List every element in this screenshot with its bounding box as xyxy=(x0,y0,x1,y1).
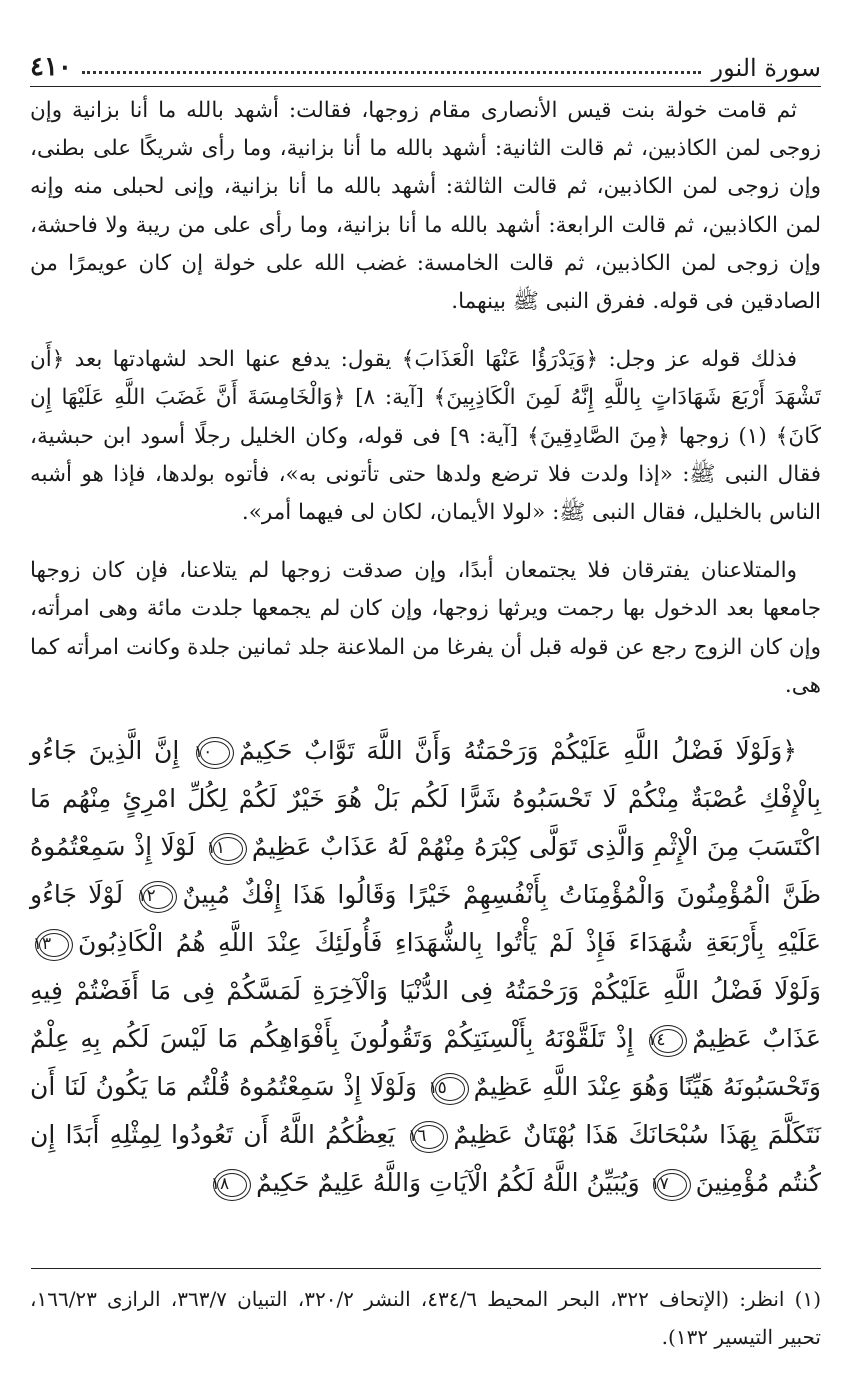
paragraph-verse-explanation: فذلك قوله عز وجل: ﴿وَيَدْرَؤُا عَنْهَا الْعَذَابَ﴾ يقول: يدفع عنها الحد لشهادتها بعد ﴿أَن تَشْهَدَ أَرْبَعَ شَهَادَاتٍ بِاللَّهِ إِنَّهُ لَمِنَ الْكَاذِبِينَ﴾ [آية: ٨] ﴿وَالْخَامِسَةَ أَنَّ غَضَبَ اللَّهِ عَلَيْهَا إِن كَانَ﴾ (١) زوجها ﴿مِنَ الصَّادِقِينَ﴾ [آية: ٩] فى قوله، وكان الخليل رجلًا أسود ابن حبشية، فقال النبى ﷺ: «إذا ولدت فلا ترضع ولدها حتى تأتونى به»، فأتوه بولدها، فإذا هو أشبه الناس بالخليل، فقال النبى ﷺ: «لولا الأيمان، لكان لى فيهما أمر». xyxy=(30,347,821,526)
footnote: (١) انظر: (الإتحاف ٣٢٢، البحر المحيط ٤٣٤/٦، النشر ٣٢٠/٢، التبيان ٣٦٣/٧، الرازى ١٦٦/٢٣، تحبير التيسير ١٣٢). xyxy=(30,1287,821,1349)
verse-text: يَعِظُكُمُ اللَّهُ أَن تَعُودُوا لِمِثْلِهِ أَبَدًا إِن كُنتُم مُؤْمِنِينَ xyxy=(30,1120,821,1198)
quran-verses-block xyxy=(30,727,821,1207)
verse-text: ﴿وَلَوْلَا فَضْلُ اللَّهِ عَلَيْكُمْ وَرَحْمَتُهُ وَأَنَّ اللَّهَ تَوَّابٌ حَكِيمٌ xyxy=(239,736,797,766)
verse-number-marker: ١١ xyxy=(209,833,247,865)
running-header xyxy=(30,42,821,87)
verse-number-marker: ١٧ xyxy=(653,1169,691,1201)
paragraph-mutalaanan-ruling: والمتلاعنان يفترقان فلا يجتمعان أبدًا، وإن صدقت زوجها لم يتلاعنا، فإن كان زوجها جامعها بعد الدخول بها رجمت ويرثها زوجها، وإن كان لم يجمعها جلدت مائة وهى امرأته، وإن كان الزوج رجع عن قوله قبل أن يفرغا من الملاعنة جلد ثمانين جلدة وكانت امرأته كما هى. xyxy=(30,558,821,698)
verse-text: لَوْلَا جَاءُو عَلَيْهِ بِأَرْبَعَةِ شُهَدَاءَ فَإِذْ لَمْ يَأْتُوا بِالشُّهَدَاءِ فَأُولَئِكَ عِنْدَ اللَّهِ هُمُ الْكَاذِبُونَ xyxy=(30,880,821,958)
verse-text: إِذْ تَلَقَّوْنَهُ بِأَلْسِنَتِكُمْ وَتَقُولُونَ بِأَفْوَاهِكُم مَا لَيْسَ لَكُم بِهِ عِلْمٌ وَتَحْسَبُونَهُ هَيِّنًا وَهُوَ عِنْدَ اللَّهِ عَظِيمٌ xyxy=(30,1024,821,1102)
verse-number-marker: ١٨ xyxy=(213,1169,251,1201)
page-number: ٤١٠ xyxy=(30,52,72,82)
verse-text: وَلَوْلَا إِذْ سَمِعْتُمُوهُ قُلْتُم مَا يَكُونُ لَنَا أَن نَتَكَلَّمَ بِهَذَا سُبْحَانَكَ هَذَا بُهْتَانٌ عَظِيمٌ xyxy=(30,1072,822,1150)
surah-title: سورة النور xyxy=(711,54,821,82)
verse-number-marker: ١٦ xyxy=(410,1121,448,1153)
verse-number-marker: ١٢ xyxy=(139,881,177,913)
verse-text: لَوْلَا إِذْ سَمِعْتُمُوهُ ظَنَّ الْمُؤْمِنُونَ وَالْمُؤْمِنَاتُ بِأَنْفُسِهِمْ خَيْرًا وَقَالُوا هَذَا إِفْكٌ مُبِينٌ xyxy=(30,832,821,910)
footnote-separator xyxy=(31,1268,821,1269)
verse-number-marker: ١٣ xyxy=(35,929,73,961)
verse-number-marker: ١٤ xyxy=(649,1025,687,1057)
header-dot-leader xyxy=(82,71,702,74)
verse-number-marker: ١٥ xyxy=(431,1073,469,1105)
verse-text: وَيُبَيِّنُ اللَّهُ لَكُمُ الْآيَاتِ وَاللَّهُ عَلِيمٌ حَكِيمٌ xyxy=(256,1168,640,1198)
book-page xyxy=(30,0,821,1374)
verse-text: إِنَّ الَّذِينَ جَاءُو بِالْإِفْكِ عُصْبَةٌ مِنْكُمْ لَا تَحْسَبُوهُ شَرًّا لَكُم بَلْ هُوَ خَيْرٌ لَكُمْ لِكُلِّ امْرِئٍ مِنْهُم مَا اكْتَسَبَ مِنَ الْإِثْمِ وَالَّذِى تَوَلَّى كِبْرَهُ مِنْهُمْ لَهُ عَذَابٌ عَظِيمٌ xyxy=(30,736,821,862)
page-body xyxy=(30,92,821,1207)
paragraph-khawla-testimony: ثم قامت خولة بنت قيس الأنصارى مقام زوجها، فقالت: أشهد بالله ما أنا بزانية وإن زوجى لمن الكاذبين، ثم قالت الثانية: أشهد بالله ما أنا بزانية، وما رأى شريكًا على بطنى، وإن زوجى لمن الكاذبين، ثم قالت الثالثة: أشهد بالله ما أنا بزانية، وإنى لحبلى منه وإنه لمن الكاذبين، ثم قالت الرابعة: أشهد بالله ما أنا بزانية، وما رأى على من ريبة ولا فاحشة، وإن زوجى لمن الكاذبين، ثم قالت الخامسة: غضب الله على خولة إن كان عويمرًا من الصادقين فى قوله. ففرق النبى ﷺ بينهما. xyxy=(30,98,821,315)
verse-number-marker: ١٠ xyxy=(196,737,234,769)
verse-text: وَلَوْلَا فَضْلُ اللَّهِ عَلَيْكُمْ وَرَحْمَتُهُ فِى الدُّنْيَا وَالْآخِرَةِ لَمَسَّكُمْ فِى مَا أَفَضْتُمْ فِيهِ عَذَابٌ عَظِيمٌ xyxy=(30,976,821,1054)
